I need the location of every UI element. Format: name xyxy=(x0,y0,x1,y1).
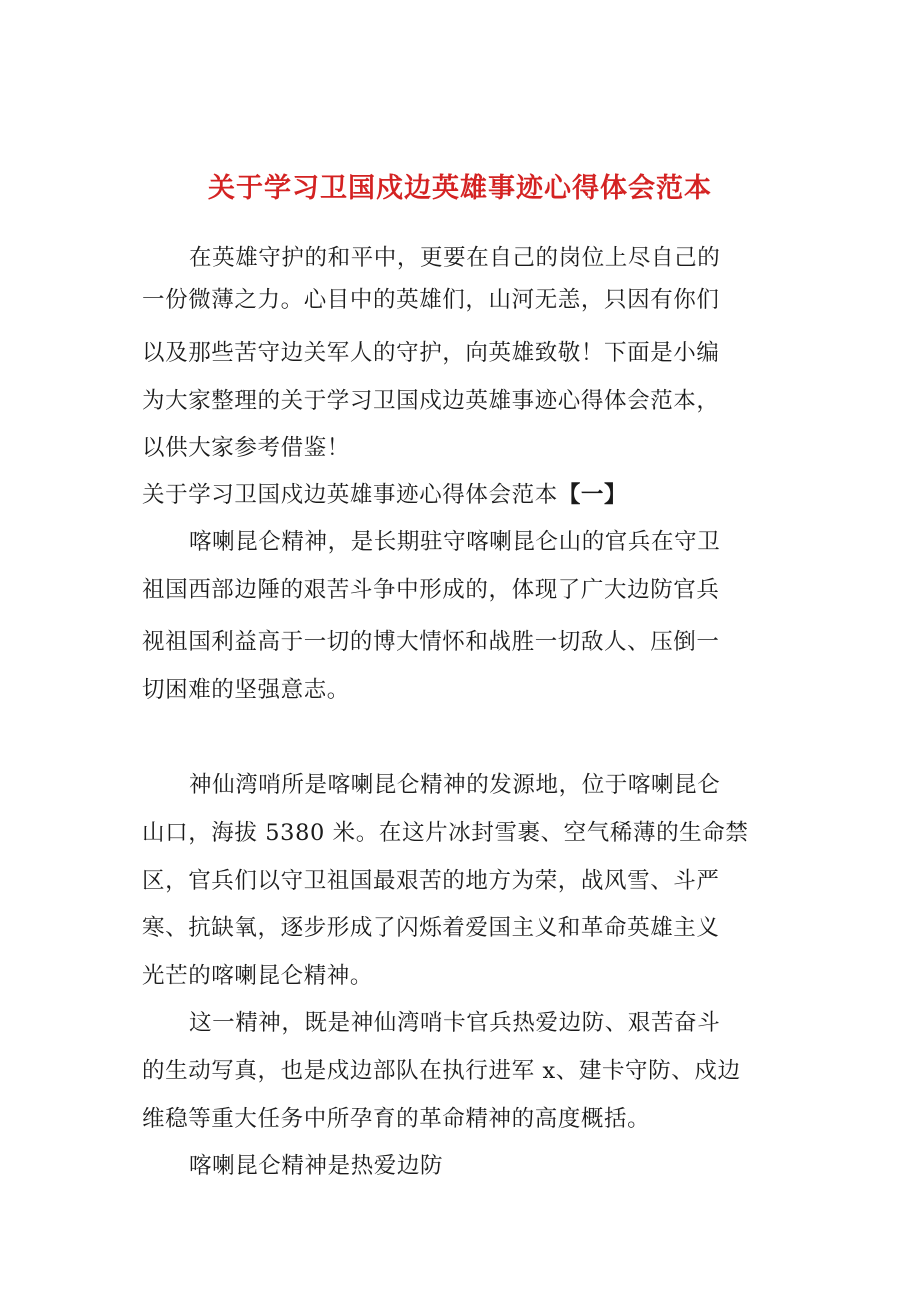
paragraph-line: 这一精神，既是神仙湾哨卡官兵热爱边防、艰苦奋斗 xyxy=(189,1010,721,1036)
intro-line: 一份微薄之力。心目中的英雄们，山河无恙，只因有你们 xyxy=(142,287,720,313)
intro-line: 为大家整理的关于学习卫国戍边英雄事迹心得体会范本， xyxy=(142,388,720,414)
paragraph-line: 光芒的喀喇昆仑精神。 xyxy=(142,963,374,989)
paragraph-line: 山口，海拔 5380 米。在这片冰封雪裹、空气稀薄的生命禁 xyxy=(142,820,749,846)
section-heading-number: 【一】 xyxy=(557,482,628,508)
intro-line: 以供大家参考借鉴！ xyxy=(142,435,350,461)
paragraph-line: 的生动写真，也是戍边部队在执行进军 x、建卡守防、戍边 xyxy=(142,1058,741,1084)
section-heading-text: 关于学习卫国戍边英雄事迹心得体会范本 xyxy=(142,482,558,508)
paragraph-line: 切困难的坚强意志。 xyxy=(142,677,350,703)
paragraph-line: 寒、抗缺氧，逐步形成了闪烁着爱国主义和革命英雄主义 xyxy=(142,915,720,941)
intro-line: 以及那些苦守边关军人的守护，向英雄致敬！下面是小编 xyxy=(142,340,720,366)
paragraph-line: 视祖国利益高于一切的博大情怀和战胜一切敌人、压倒一 xyxy=(142,629,720,655)
paragraph-line: 喀喇昆仑精神是热爱边防 xyxy=(189,1153,444,1179)
paragraph-line: 区，官兵们以守卫祖国最艰苦的地方为荣，战风雪、斗严 xyxy=(142,868,720,894)
section-heading xyxy=(142,480,782,510)
paragraph-line: 维稳等重大任务中所孕育的革命精神的高度概括。 xyxy=(142,1106,651,1132)
document-title: 关于学习卫国戍边英雄事迹心得体会范本 xyxy=(208,173,712,204)
intro-line: 在英雄守护的和平中，更要在自己的岗位上尽自己的 xyxy=(189,245,721,271)
paragraph-line: 祖国西部边陲的艰苦斗争中形成的，体现了广大边防官兵 xyxy=(142,577,720,603)
paragraph-line: 神仙湾哨所是喀喇昆仑精神的发源地，位于喀喇昆仑 xyxy=(189,772,721,798)
paragraph-line: 喀喇昆仑精神，是长期驻守喀喇昆仑山的官兵在守卫 xyxy=(189,529,721,555)
